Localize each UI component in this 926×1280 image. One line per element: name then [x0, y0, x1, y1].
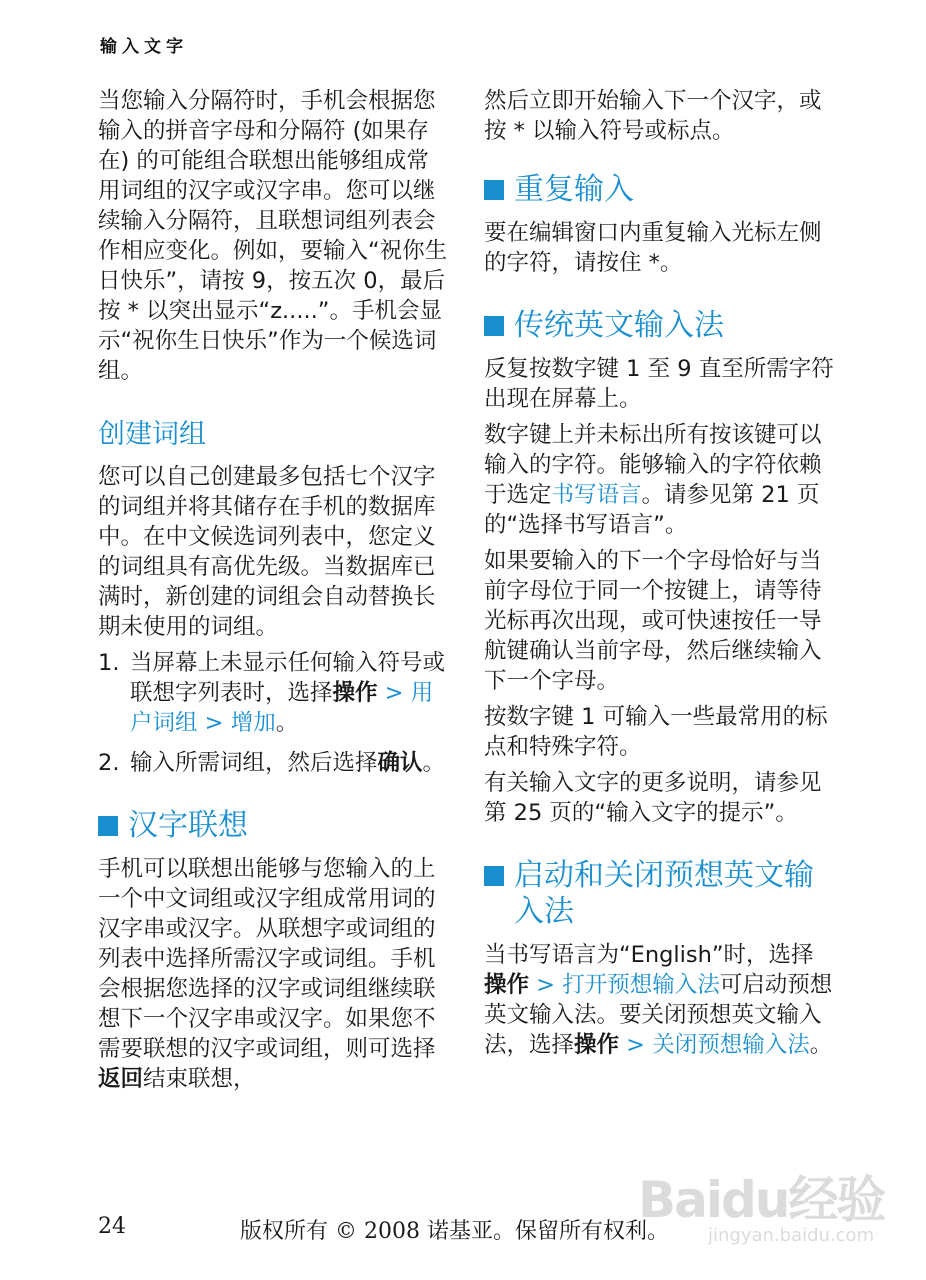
association-paragraph: 手机可以联想出能够与您输入的上一个中文词组或汉字组成常用词的汉字串或汉字。从联想字或词组的列表中选择所需汉字或词组。手机会根据您选择的汉字或词组继续联想下一个汉字串或汉字。如果您不需要联想的汉字或词组，则可选择返回结束联想，: [98, 856, 436, 1092]
writing-language-link[interactable]: 书写语言: [551, 482, 642, 508]
baidu-watermark: [638, 1130, 898, 1250]
add-link[interactable]: 增加: [230, 710, 276, 736]
options-menu-ref: 操作: [332, 680, 378, 706]
back-ref: 返回: [98, 1066, 144, 1092]
confirm-ref: 确认: [377, 750, 423, 776]
square-bullet-icon: [484, 316, 504, 336]
create-phrase-paragraph: 您可以自己创建最多包括七个汉字的词组并将其储存在手机的数据库中。在中文候选词列表中，您定义的词组具有高优先级。当数据库已满时，新创建的词组会自动替换长期未使用的词组。: [98, 464, 436, 640]
traditional-paragraph-3: 如果要输入的下一个字母恰好与当前字母位于同一个按键上，请等待光标再次出现，或可快速按任一导航键确认当前字母，然后继续输入下一个字母。: [484, 548, 822, 694]
square-bullet-icon: [98, 816, 118, 836]
predictive-english-heading: 启动和关闭预想英文输入法: [484, 858, 834, 930]
predictive-paragraph: 当书写语言为“English”时，选择操作 > 打开预想输入法可启动预想英文输入法。要关闭预想英文输入法，选择操作 > 关闭预想输入法。: [484, 942, 833, 1058]
running-header: 输入文字: [100, 37, 188, 57]
intro-paragraph: 当您输入分隔符时，手机会根据您输入的拼音字母和分隔符 (如果存在) 的可能组合联想出能够组成常用词组的汉字或汉字串。您可以继续输入分隔符，且联想词组列表会作相应变化。例如，要输入“祝你生日快乐”，请按 9，按五次 0，最后按 * 以突出显示“z.....”。手机会显示“祝你生日快乐”作为一个候选词组。: [98, 88, 448, 384]
right-column: [484, 86, 834, 1066]
list-item: [98, 648, 448, 738]
list-item: [98, 748, 448, 778]
baidu-logo: Baidu经验: [638, 1171, 885, 1229]
square-bullet-icon: [484, 866, 504, 886]
repeat-input-paragraph: 要在编辑窗口内重复输入光标左侧的字符，请按住 *。: [484, 220, 822, 276]
traditional-paragraph-2: 数字键上并未标出所有按该键可以输入的字符。能够输入的字符依赖于选定书写语言。请参见第 21 页的“选择书写语言”。: [484, 422, 822, 538]
create-phrase-heading: 创建词组: [98, 419, 206, 450]
options-menu-ref: 操作: [484, 972, 530, 998]
step-number: 2.: [98, 750, 120, 776]
copyright-notice: 版权所有 © 2008 诺基亚。保留所有权利。: [240, 1219, 669, 1244]
repeat-input-heading: 重复输入: [484, 172, 834, 208]
watermark-url: jingyan.baidu.com: [708, 1225, 875, 1246]
predictive-on-link[interactable]: 打开预想输入法: [562, 972, 720, 998]
left-column: [98, 86, 448, 1100]
page-number: 24: [98, 1214, 126, 1239]
traditional-english-heading: 传统英文输入法: [484, 308, 834, 344]
traditional-paragraph-1: 反复按数字键 1 至 9 直至所需字符出现在屏幕上。: [484, 356, 834, 412]
step-number: 1.: [98, 650, 120, 676]
step-text: 当屏幕上未显示任何输入符号或联想字列表时，选择操作 > 用户词组 > 增加。: [130, 650, 446, 736]
steps-list: [98, 648, 448, 778]
options-menu-ref: 操作: [574, 1032, 620, 1058]
step-text: 输入所需词组，然后选择确认。: [130, 750, 446, 776]
traditional-paragraph-5: 有关输入文字的更多说明，请参见第 25 页的“输入文字的提示”。: [484, 770, 822, 826]
continuation-paragraph: 然后立即开始输入下一个汉字，或按 * 以输入符号或标点。: [484, 88, 822, 144]
association-heading: 汉字联想: [98, 808, 448, 844]
predictive-off-link[interactable]: 关闭预想输入法: [652, 1032, 810, 1058]
square-bullet-icon: [484, 180, 504, 200]
user-phrase-link[interactable]: 用户词组: [130, 680, 434, 736]
traditional-paragraph-4: 按数字键 1 可输入一些最常用的标点和特殊字符。: [484, 704, 828, 760]
